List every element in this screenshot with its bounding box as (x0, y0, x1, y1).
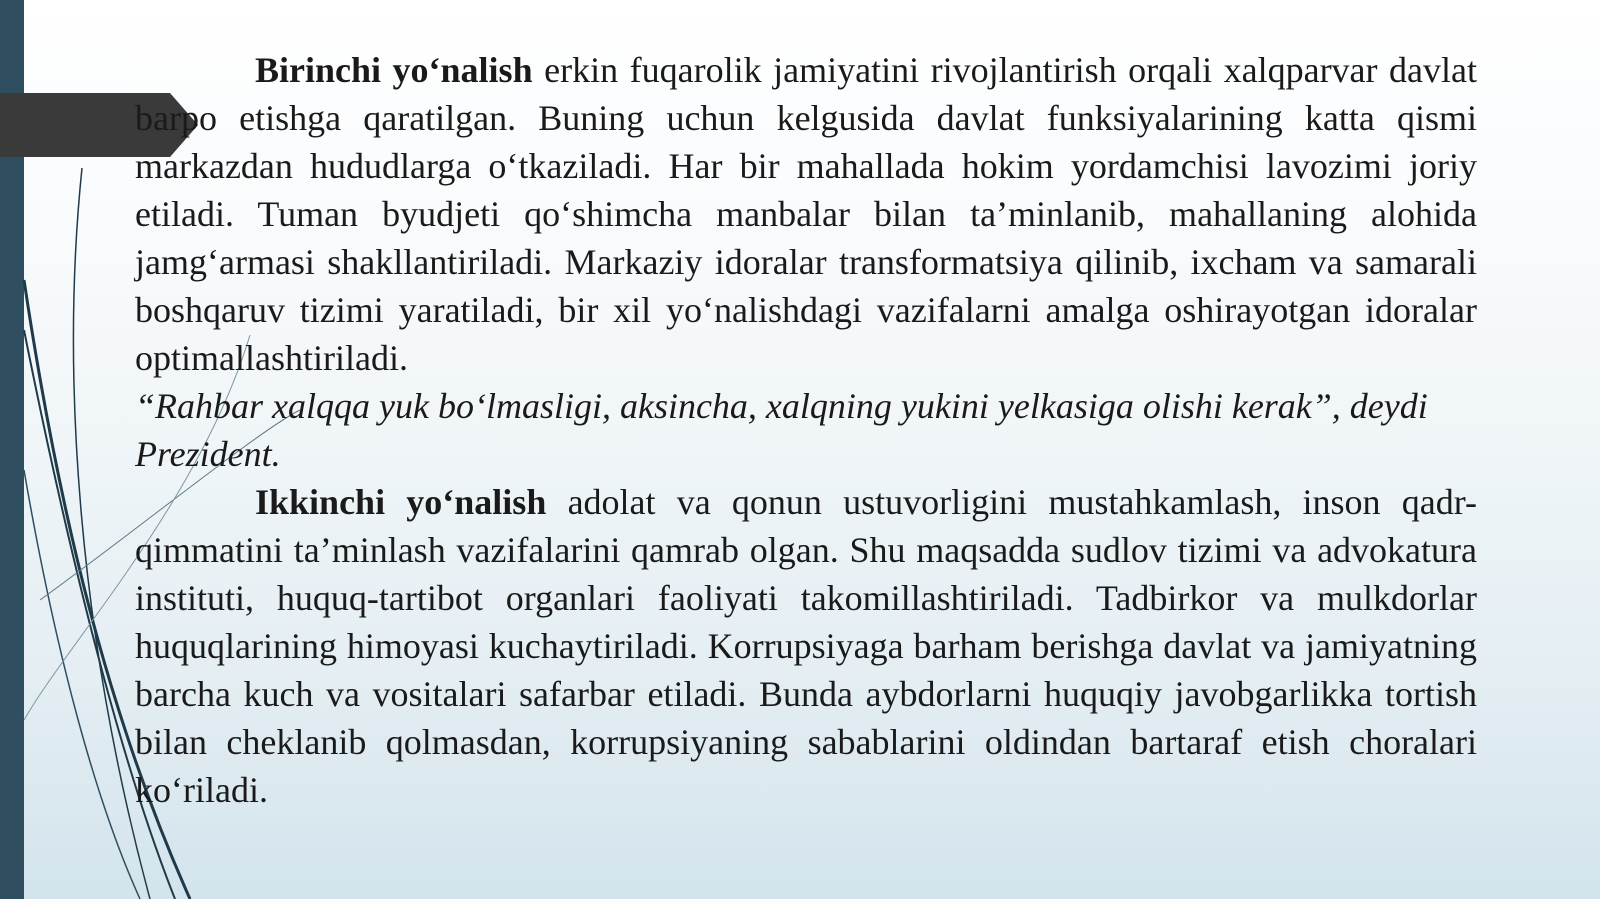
president-quote: “Rahbar xalqqa yuk bo‘lmasligi, aksincha, xalqning yukini yelkasiga olishi kerak”, deydi Prezident. (135, 386, 1428, 474)
second-direction-heading: Ikkinchi yo‘nalish (255, 482, 547, 522)
document-body (135, 46, 1477, 814)
paragraph-first-direction (135, 46, 1477, 382)
first-direction-heading: Birinchi yo‘nalish (255, 50, 533, 90)
paragraph-second-direction (135, 478, 1477, 814)
second-direction-text: adolat va qonun ustuvorligini mustahkamlash, inson qadr-qimmatini ta’minlash vazifalarini qamrab olgan. Shu maqsadda sudlov tizimi va advokatura instituti, huquq-tartibot organlari faoliyati takomillashtiriladi. Tadbirkor va mulkdorlar huquqlarining himoyasi kuchaytiriladi. Korrupsiyaga barham berishga davlat va jamiyatning barcha kuch va vositalari safarbar etiladi. Bunda aybdorlarni huquqiy javobgarlikka tortish bilan cheklanib qolmasdan, korrupsiyaning sabablarini oldindan bartaraf etish choralari ko‘riladi. (135, 482, 1478, 810)
first-direction-text: erkin fuqarolik jamiyatini rivojlantirish orqali xalqparvar davlat barpo etishga qaratilgan. Buning uchun kelgusida davlat funksiyalarining katta qismi markazdan hududlarga o‘tkaziladi. Har bir mahallada hokim yordamchisi lavozimi joriy etiladi. Tuman byudjeti qo‘shimcha manbalar bilan ta’minlanib, mahallaning alohida jamg‘armasi shakllantiriladi. Markaziy idoralar transformatsiya qilinib, ixcham va samarali boshqaruv tizimi yaratiladi, bir xil yo‘nalishdagi vazifalarni amalga oshirayotgan idoralar optimallashtiriladi. (135, 50, 1478, 378)
